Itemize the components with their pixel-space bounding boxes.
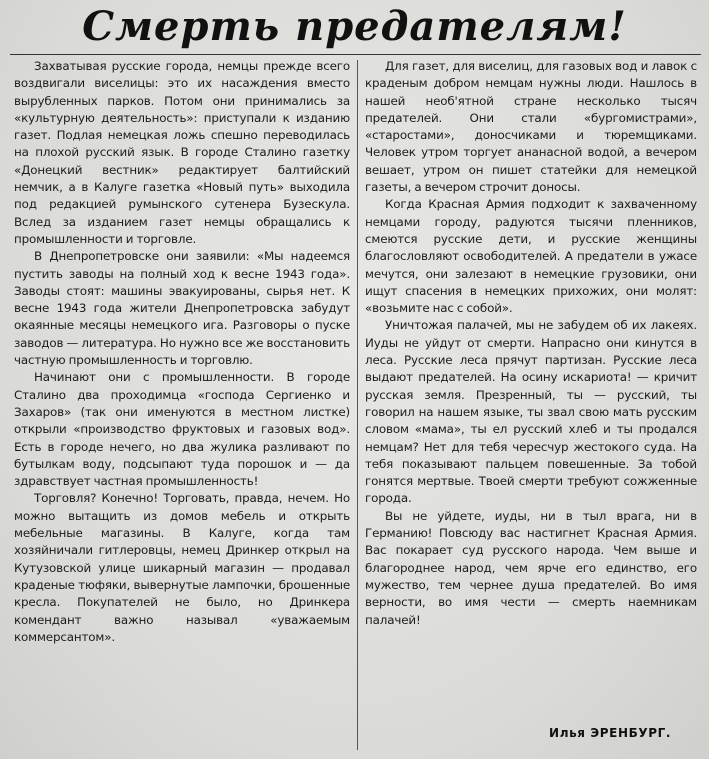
author-signature: Илья ЭРЕНБУРГ. [549,726,671,740]
headline-rule [10,54,701,55]
paragraph: Для газет, для виселиц, для газовых вод и лавок с краденым добром немцам нужны люди. Нашлось в нашей необ'ятной стране несколько тысяч предателей. Они стали «бургомистрами», «старостами», доносчиками и тюремщиками. Человек утром торгует ананасной водой, а вечером вешает, утром он пишет статейки для немецкой газеты, а вечером строчит доносы. [365,59,697,195]
paragraph: Начинают они с промышленности. В городе Сталино два проходимца «господа Сергиенко и Захаров» (так они именуются в местном листке) открыли «производство фруктовых и газовых вод». Есть в городе нечего, но два жулика разливают по бутылкам воду, подсыпают туда порошок и — да здравствует частная промышленность! [14,370,350,489]
left-column [14,58,350,646]
column-divider [357,60,358,750]
paragraph: Вы не уйдете, иуды, ни в тыл врага, ни в Германию! Повсюду вас настигнет Красная Армия. Вас покарает суд русского народа. Чем выше и благороднее народ, чем ярче его единство, его мужество, тем чернее душа предателей. Во имя верности, во имя чести — смерть наемникам палачей! [365,508,697,627]
paragraph: Торговля? Конечно! Торговать, правда, нечем. Но можно вытащить из домов мебель и открыть мебельные магазины. В Калуге, когда там хозяйничали гитлеровцы, немец Дринкер открыл на Кутузовской улице шикарный магазин — продавал краденые тюфяки, вывернутые лампочки, брошенные кресла. Покупателей не было, но Дринкера комендант важно называл «уважаемым коммерсантом». [14,491,350,644]
paragraph: В Днепропетровске они заявили: «Мы надеемся пустить заводы на полный ход к весне 1943 года». Заводы стоят: машины эвакуированы, сырья нет. К весне 1943 года жители Днепропетровска забудут окаянные месяцы немецкого ига. Разговоры о пуске заводов — литература. Но нужно все же восстановить частную промышленность и торговлю. [14,249,350,368]
paragraph: Захватывая русские города, немцы прежде всего воздвигали виселицы: это их насаждения вместо вырубленных парков. Потом они принимались за «культурную деятельность»: приступали к изданию газет. Подлая немецкая ложь спешно переводилась на плохой русский язык. В городе Сталино газетку «Донецкий вестник» редактирует балтийский немчик, а в Калуге газетка «Новый путь» выходила под редакцией румынского сутенера Бузескула. Вслед за изданием газет немцы обращались к промышленности и торговле. [14,59,350,246]
paragraph: Уничтожая палачей, мы не забудем об их лакеях. Иуды не уйдут от смерти. Напрасно они кинутся в леса. Русские леса прячут партизан. Русские леса выдают предателей. На осину искариота! — кричит русская земля. Презренный, ты — русский, ты говорил на нашем языке, ты звал свою мать русским словом «мама», ты ел русский хлеб и ты продался немцам? Нет для тебя чересчур жестокого суда. На тебя показывают пальцем повешенные. За тобой гонятся мертвые. Твоей смерти требуют сожженные города. [365,318,697,506]
right-column [365,58,697,629]
headline: Смерть предателям! [82,3,627,50]
paragraph: Когда Красная Армия подходит к захваченному немцами городу, радуются тысячи пленников, смеются русские дети, и русские женщины благословляют освободителей. А предатели в ужасе мечутся, они залезают в немецкие грузовики, они ищут спасения в немецких прихожих, они молят: «возьмите нас с собой». [365,197,697,316]
